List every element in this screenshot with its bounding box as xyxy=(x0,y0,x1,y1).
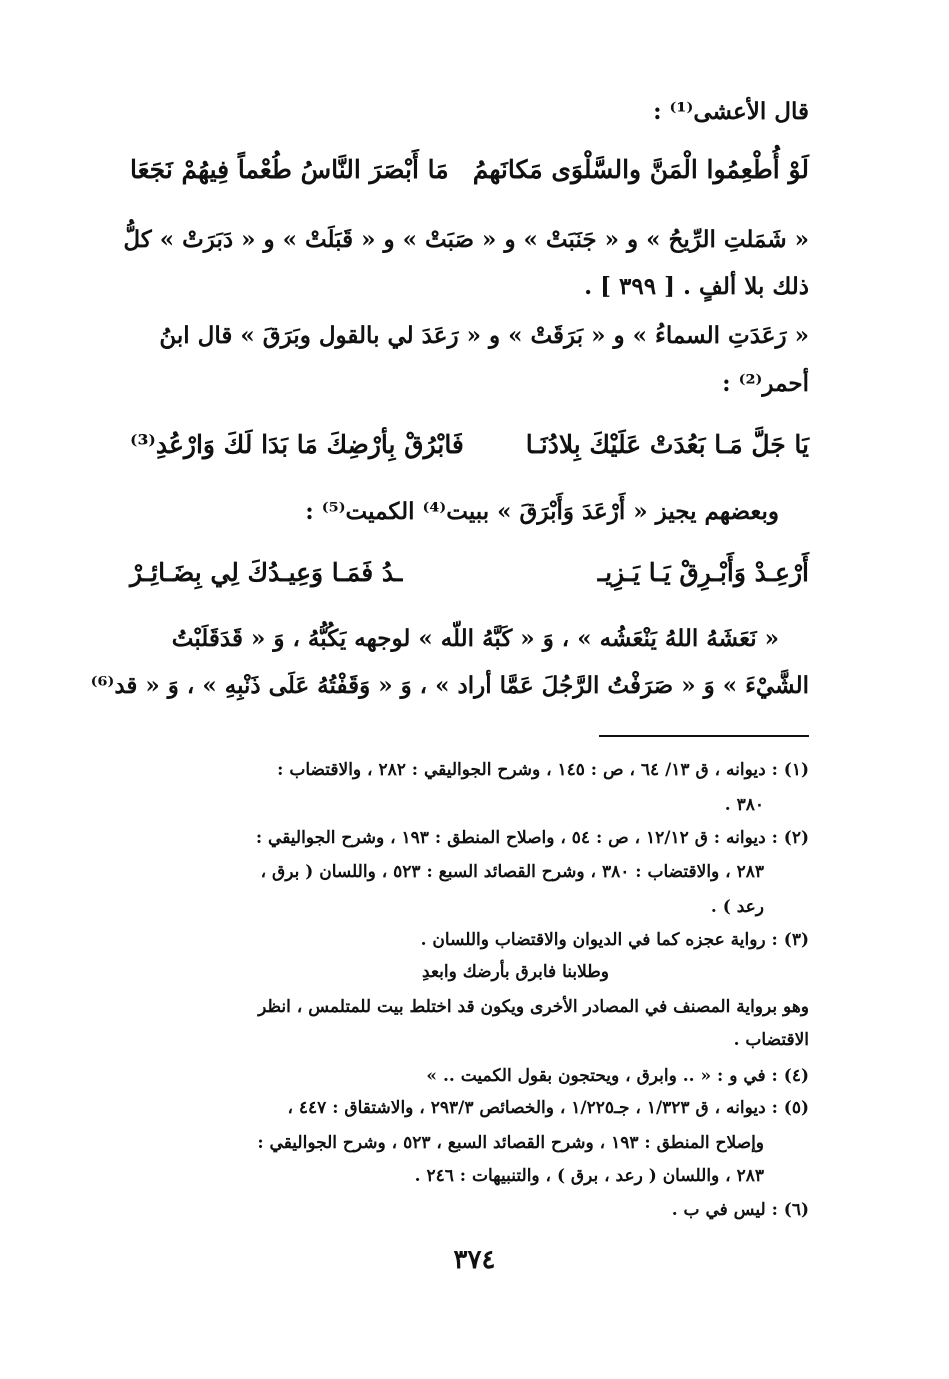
text-line: ذلك بلا ألفٍ . [ ٣٩٩ ] . xyxy=(584,273,809,300)
verse-ibn-ahmar-sadr: يَا جَلَّ مَـا بَعُدَتْ عَلَيْكَ بِلادُنَـا xyxy=(525,430,809,459)
page-number: ٣٧٤ xyxy=(453,1245,496,1275)
footnote-5: (٥) : ديوانه ، ق ١/٣٢٣ ، جـ١/٢٢٥ ، والخصائص ٢٩٣/٣ ، والاشتقاق : ٤٤٧ ، xyxy=(287,1098,809,1118)
footnote-1: (١) : ديوانه ، ق ١٣/ ٦٤ ، ص : ١٤٥ ، وشرح الجواليقي : ٢٨٢ ، والاقتضاب : xyxy=(277,760,809,780)
text-line: الشَّيْءَ » وَ « صَرَفْتُ الرَّجُلَ عَمَّا أراد » ، وَ « وَقَفْتُهُ عَلَى ذَنْبِهِ » ، وَ « قد⁽⁶⁾ xyxy=(90,672,809,699)
footnote-4: (٤) : في و : « .. وابرق ، ويحتجون بقول الكميت .. » xyxy=(426,1066,809,1086)
footnote-1-continuation: ٣٨٠ . xyxy=(724,795,764,815)
text-line: « نَعَشَهُ اللهُ يَنْعَشُه » ، وَ « كَبَّهُ اللّه » لوجهه يَكُبُّهُ ، وَ « قَدَقَلَبْتُ xyxy=(171,625,779,652)
footnote-3-continuation: الاقتضاب . xyxy=(733,1030,809,1050)
text-line: أحمر⁽²⁾ : xyxy=(722,370,809,397)
footnote-3: (٣) : رواية عجزه كما في الديوان والاقتضاب واللسان . xyxy=(420,930,809,950)
verse-asha xyxy=(130,155,809,184)
text-line: « رَعَدَتِ السماءُ » و « بَرَقَتْ » و « رَعَدَ لي بالقول وبَرَقَ » قال ابنُ xyxy=(159,322,809,349)
verse-asha-sadr: لَوْ أُطْعِمُوا الْمَنَّ والسَّلْوَى مَكانَهمُ xyxy=(472,155,809,184)
verse-kumayt-ajuz: ـدُ فَمَـا وَعِيـدُكَ لِي بِضَـائِـرْ xyxy=(130,558,403,587)
verse-kumayt-sadr: أَرْعِـدْ وَأَبْـرِقْ يَـا يَـزِيـ xyxy=(597,558,809,587)
verse-asha-ajuz: مَا أَبْصَرَ النَّاسُ طُعْماً فِيهُمْ نَجَعَا xyxy=(130,155,449,184)
verse-ibn-ahmar-ajuz: فَابْرُقْ بِأرْضِكَ مَا بَدَا لَكَ وَارْعُدِ⁽³⁾ xyxy=(130,430,464,459)
footnote-6: (٦) : ليس في ب . xyxy=(671,1200,809,1220)
text-line: « شَمَلتِ الرِّيحُ » و « جَنَبَتْ » و « صَبَتْ » و « قَبَلَتْ » و « دَبَرَتْ » كلُّ xyxy=(123,226,809,253)
text-line: وبعضهم يجيز « أَرْعَدَ وَأَبْرَقَ » ببيت⁽⁴⁾ الكميت⁽⁵⁾ : xyxy=(305,498,779,525)
footnote-3-continuation: وهو برواية المصنف في المصادر الأخرى ويكون قد اختلط بيت للمتلمس ، انظر xyxy=(258,997,809,1017)
footnote-2: (٢) : ديوانه : ق ١٢/١٢ ، ص : ٥٤ ، واصلاح المنطق : ١٩٣ ، وشرح الجواليقي : xyxy=(255,828,809,848)
footnote-separator xyxy=(599,735,809,737)
intro-line-asha: قال الأعشى⁽¹⁾ : xyxy=(653,98,809,125)
verse-kumayt xyxy=(130,558,809,587)
verse-ibn-ahmar xyxy=(130,430,809,459)
footnote-2-continuation: رعد ) . xyxy=(710,897,764,917)
footnote-3-verse: وطلابنا فابرق بأرضك وابعدِ xyxy=(422,962,609,982)
footnote-5-continuation: ٢٨٣ ، واللسان ( رعد ، برق ) ، والتنبيهات : ٢٤٦ . xyxy=(414,1166,764,1186)
footnote-2-continuation: ٢٨٣ ، والاقتضاب : ٣٨٠ ، وشرح القصائد السبع : ٥٢٣ ، واللسان ( برق ، xyxy=(260,862,764,882)
footnote-5-continuation: وإصلاح المنطق : ١٩٣ ، وشرح القصائد السبع ، ٥٢٣ ، وشرح الجواليقي : xyxy=(257,1133,764,1153)
